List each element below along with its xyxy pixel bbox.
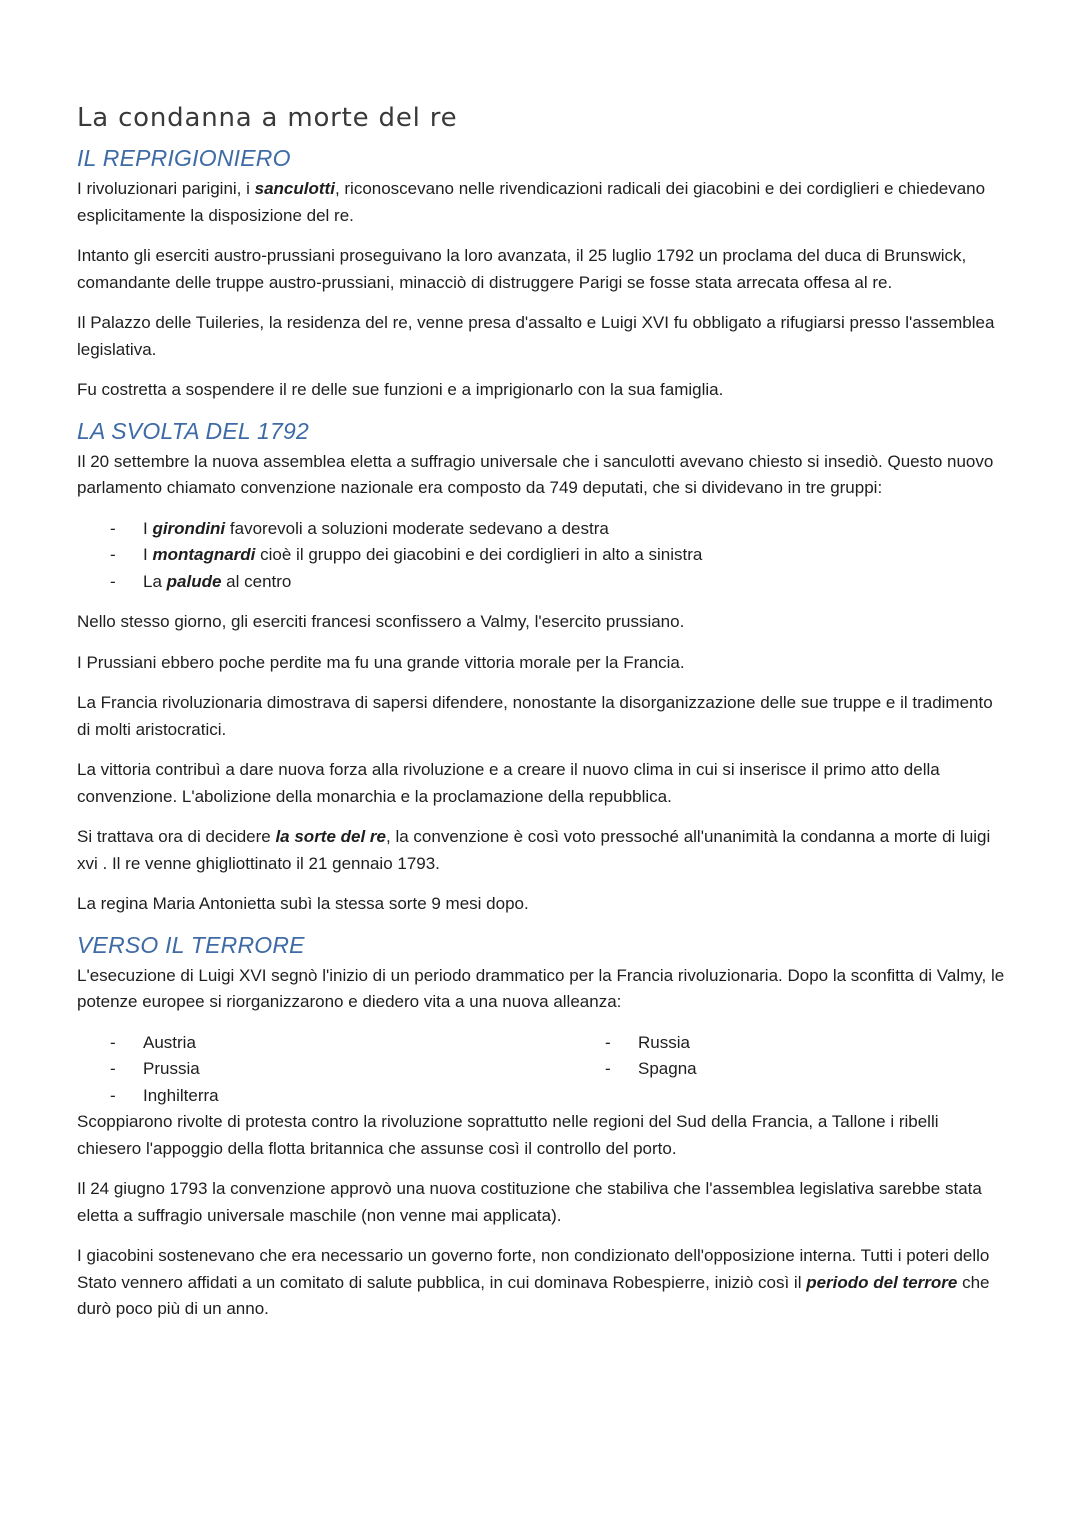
list-item: [77, 1030, 572, 1057]
paragraph: Intanto gli eserciti austro-prussiani proseguivano la loro avanzata, il 25 luglio 1792 un proclama del duca di Brunswick, comandante delle truppe austro-prussiani, minacciò di distruggere Parigi se fosse stata arrecata offesa al re.: [77, 246, 967, 292]
emphasis-term: periodo del terrore: [806, 1272, 958, 1292]
paragraph: [77, 824, 1007, 877]
emphasis-term: la sorte del re: [275, 827, 387, 846]
emphasis-term: girondini: [152, 518, 226, 538]
ally-name: Austria: [143, 1032, 196, 1052]
paragraph: Nello stesso giorno, gli eserciti francesi sconfissero a Valmy, l'esercito prussiano.: [77, 612, 685, 631]
paragraph: Il Palazzo delle Tuileries, la residenza del re, venne presa d'assalto e Luigi XVI fu obbligato a rifugiarsi presso l'assemblea legislativa.: [77, 313, 995, 359]
dash-bullet: -: [110, 1032, 116, 1052]
emphasis-term: sanculotti: [254, 179, 335, 198]
list-item: [77, 1083, 572, 1110]
dash-bullet: -: [605, 1032, 611, 1052]
text-run: favorevoli a soluzioni moderate sedevano a destra: [225, 518, 609, 538]
groups-list: [77, 516, 1007, 596]
section-verso-il-terrore: [77, 932, 1007, 1323]
text-run: I giacobini sostenevano che era necessario un governo forte, non condizionato dell'opposizione interna. Tutti i poteri dello Stato vennero affidati a un comitato di salute pubblica, in cui dominava Robespierre, iniziò così il: [77, 1246, 990, 1292]
paragraph: L'esecuzione di Luigi XVI segnò l'inizio di un periodo drammatico per la Francia rivoluzionaria. Dopo la sconfitta di Valmy, le potenze europee si riorganizzarono e diedero vita a una nuova alleanza:: [77, 965, 1005, 1011]
alliance-column-right: [572, 1030, 972, 1110]
paragraph: Fu costretta a sospendere il re delle sue funzioni e a imprigionarlo con la sua famiglia.: [77, 380, 724, 399]
section-la-svolta-del-1792: [77, 418, 1007, 918]
emphasis-term: palude: [166, 571, 222, 591]
text-run: , la convenzione è così voto pressoché all'unanimità la condanna a morte di luigi xvi . Il re venne ghigliottinato il 21 gennaio 1793.: [77, 827, 991, 873]
section-heading: LA SVOLTA DEL 1792: [77, 417, 310, 444]
ally-name: Inghilterra: [143, 1085, 219, 1105]
section-heading: IL REPRIGIONIERO: [77, 145, 291, 171]
dash-bullet: -: [110, 518, 116, 538]
ally-name: Spagna: [638, 1059, 697, 1078]
dash-bullet: -: [110, 545, 116, 564]
document-title: La condanna a morte del re: [77, 103, 458, 133]
paragraph: La vittoria contribuì a dare nuova forza alla rivoluzione e a creare il nuovo clima in cui si inserisce il primo atto della convenzione. L'abolizione della monarchia e la proclamazione della repubblica.: [77, 760, 940, 806]
document-content: [77, 103, 1007, 1337]
list-item: [572, 1030, 972, 1057]
section-heading: VERSO IL TERRORE: [77, 931, 305, 958]
paragraph: [77, 1243, 1007, 1323]
dash-bullet: -: [110, 1085, 116, 1105]
list-item: [572, 1056, 972, 1083]
paragraph: [77, 176, 1007, 229]
dash-bullet: -: [110, 571, 116, 591]
text-run: , riconoscevano nelle rivendicazioni radicali dei giacobini e dei cordiglieri e chiedevano esplicitamente la disposizione del re.: [77, 179, 986, 225]
list-item: [77, 1056, 572, 1083]
alliance-column-left: [77, 1030, 572, 1110]
dash-bullet: -: [110, 1059, 116, 1078]
paragraph: La regina Maria Antonietta subì la stessa sorte 9 mesi dopo.: [77, 894, 529, 913]
paragraph: Scoppiarono rivolte di protesta contro la rivoluzione soprattutto nelle regioni del Sud della Francia, a Tallone i ribelli chiesero l'appoggio della flotta britannica che assunse così il controllo del porto.: [77, 1112, 939, 1158]
paragraph: Il 24 giugno 1793 la convenzione approvò una nuova costituzione che stabiliva che l'assemblea legislativa sarebbe stata eletta a suffragio universale maschile (non venne mai applicata).: [77, 1179, 982, 1225]
paragraph: I Prussiani ebbero poche perdite ma fu una grande vittoria morale per la Francia.: [77, 652, 685, 672]
text-run: che durò poco più di un anno.: [77, 1272, 990, 1318]
alliance-columns: [77, 1030, 1007, 1110]
ally-name: Prussia: [143, 1059, 200, 1078]
text-run: Si trattava ora di decidere: [77, 827, 276, 846]
dash-bullet: -: [605, 1059, 611, 1078]
ally-name: Russia: [638, 1032, 690, 1052]
alliance-list: [77, 1030, 572, 1110]
text-run: al centro: [221, 571, 292, 591]
list-item: [77, 542, 1007, 569]
list-item: [77, 569, 1007, 596]
text-run: La: [143, 571, 167, 591]
alliance-list: [572, 1030, 972, 1083]
text-run: I: [143, 518, 153, 538]
paragraph: La Francia rivoluzionaria dimostrava di sapersi difendere, nonostante la disorganizzazione delle sue truppe e il tradimento di molti aristocratici.: [77, 693, 993, 739]
paragraph: Il 20 settembre la nuova assemblea eletta a suffragio universale che i sanculotti avevano chiesto si insediò. Questo nuovo parlamento chiamato convenzione nazionale era composto da 749 deputati, che si dividevano in tre gruppi:: [77, 451, 994, 497]
text-run: I rivoluzionari parigini, i: [77, 179, 255, 198]
text-run: I: [143, 545, 153, 564]
section-il-reprigioniero: [77, 145, 1007, 404]
text-run: cioè il gruppo dei giacobini e dei cordiglieri in alto a sinistra: [255, 545, 703, 564]
list-item: [77, 516, 1007, 543]
emphasis-term: montagnardi: [152, 545, 256, 564]
